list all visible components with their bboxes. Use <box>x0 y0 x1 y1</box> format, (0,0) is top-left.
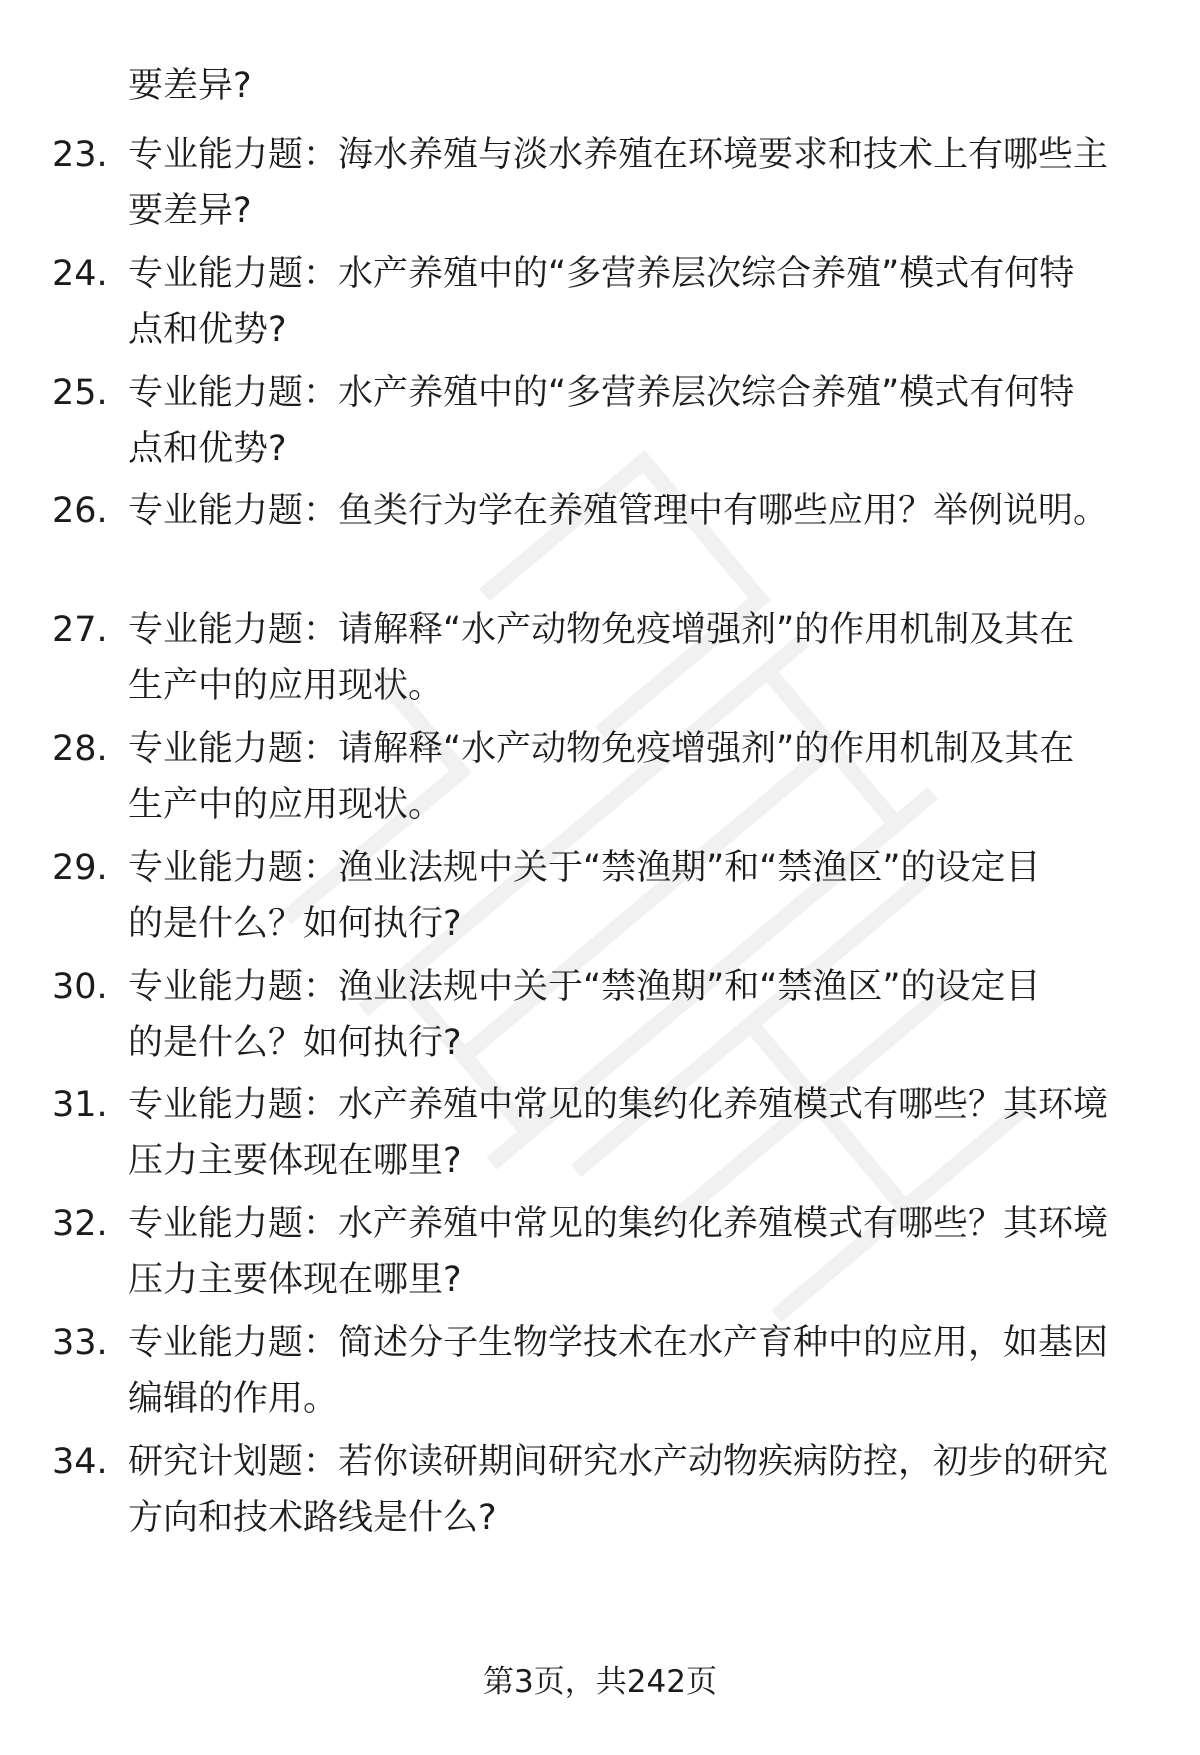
question-text-line: 专业能力题：渔业法规中关于“禁渔期”和“禁渔区”的设定目 <box>128 967 1041 1007</box>
question-text-line: 生产中的应用现状。 <box>128 666 444 706</box>
question-text <box>128 602 1138 714</box>
question-text <box>128 483 1138 539</box>
question-number: 27. <box>52 610 108 650</box>
question-text <box>128 246 1138 358</box>
question-text-line: 专业能力题：水产养殖中常见的集约化养殖模式有哪些？其环境 <box>128 1085 1109 1125</box>
question-number: 26. <box>52 491 108 531</box>
question-text-line: 专业能力题：水产养殖中常见的集约化养殖模式有哪些？其环境 <box>128 1204 1109 1244</box>
question-number: 23. <box>52 135 108 175</box>
question-text-line: 专业能力题：渔业法规中关于“禁渔期”和“禁渔区”的设定目 <box>128 848 1041 888</box>
question-text-line: 点和优势? <box>128 310 287 350</box>
question-text <box>128 127 1138 239</box>
question-text-line: 的是什么？如何执行? <box>128 1023 462 1063</box>
question-text-line: 压力主要体现在哪里? <box>128 1260 462 1300</box>
question-item <box>0 602 1200 722</box>
question-text-line: 点和优势? <box>128 429 287 469</box>
question-number: 24. <box>52 254 108 294</box>
question-item <box>0 840 1200 960</box>
question-text <box>128 959 1138 1071</box>
question-number: 34. <box>52 1442 108 1482</box>
question-text-line: 专业能力题：海水养殖与淡水养殖在环境要求和技术上有哪些主 <box>128 135 1109 175</box>
question-number: 33. <box>52 1323 108 1363</box>
question-text <box>128 1315 1138 1427</box>
question-text-line: 专业能力题：请解释“水产动物免疫增强剂”的作用机制及其在 <box>128 729 1075 769</box>
question-text <box>128 365 1138 477</box>
question-text <box>128 1434 1138 1546</box>
question-item <box>0 721 1200 841</box>
question-item <box>0 483 1200 603</box>
question-text-line: 方向和技术路线是什么? <box>128 1498 497 1538</box>
question-text-line: 专业能力题：鱼类行为学在养殖管理中有哪些应用？举例说明。 <box>128 491 1109 531</box>
question-number: 25. <box>52 373 108 413</box>
question-item <box>0 365 1200 485</box>
question-number: 31. <box>52 1085 108 1125</box>
question-text-line: 研究计划题：若你读研期间研究水产动物疾病防控，初步的研究 <box>128 1442 1109 1482</box>
question-text <box>128 840 1138 952</box>
question-number: 32. <box>52 1204 108 1244</box>
question-item <box>0 1434 1200 1554</box>
question-text <box>128 1077 1138 1189</box>
page-footer: 第3页，共242页 <box>483 1664 717 1700</box>
question-text <box>128 721 1138 833</box>
question-number: 29. <box>52 848 108 888</box>
question-number: 30. <box>52 967 108 1007</box>
question-item <box>0 1077 1200 1197</box>
question-item <box>0 246 1200 366</box>
question-text <box>128 1196 1138 1308</box>
question-item <box>0 127 1200 247</box>
question-text-line: 的是什么？如何执行? <box>128 904 462 944</box>
question-item <box>0 1196 1200 1316</box>
question-number: 28. <box>52 729 108 769</box>
question-text-line: 专业能力题：水产养殖中的“多营养层次综合养殖”模式有何特 <box>128 254 1075 294</box>
question-item <box>0 1315 1200 1435</box>
question-text-line: 专业能力题：请解释“水产动物免疫增强剂”的作用机制及其在 <box>128 610 1075 650</box>
question-text-line: 专业能力题：简述分子生物学技术在水产育种中的应用，如基因 <box>128 1323 1109 1363</box>
question-text-line: 生产中的应用现状。 <box>128 785 444 825</box>
continued-question-text: 要差异? <box>128 66 252 106</box>
question-text-line: 要差异? <box>128 191 252 231</box>
question-item <box>0 959 1200 1079</box>
question-text-line: 专业能力题：水产养殖中的“多营养层次综合养殖”模式有何特 <box>128 373 1075 413</box>
question-text-line: 压力主要体现在哪里? <box>128 1141 462 1181</box>
question-text-line: 编辑的作用。 <box>128 1379 339 1419</box>
